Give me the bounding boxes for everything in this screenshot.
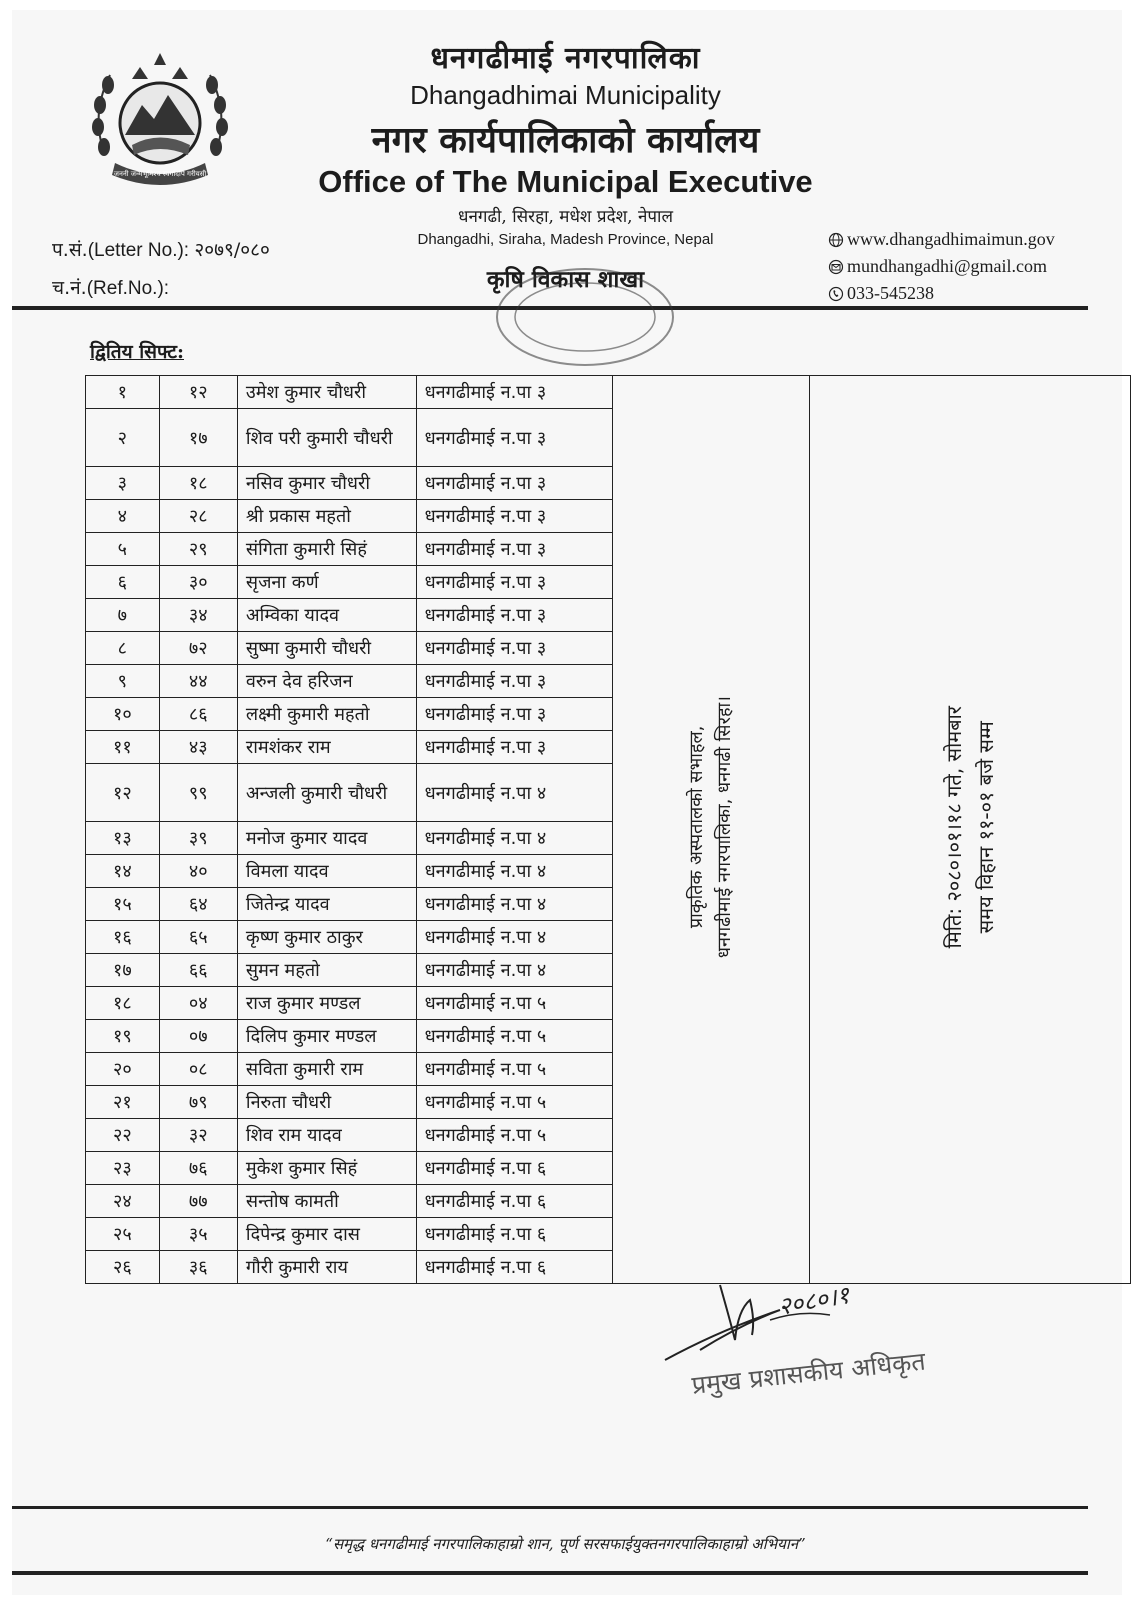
- roll-number-cell: १८: [159, 467, 237, 500]
- serial-number-cell: ५: [86, 533, 160, 566]
- reference-number: [52, 274, 169, 300]
- participant-name-cell: संगिता कुमारी सिहं: [237, 533, 416, 566]
- office-name-english: Office of The Municipal Executive: [318, 164, 813, 199]
- participant-name-cell: शिव राम यादव: [237, 1119, 416, 1152]
- participant-name-cell: राज कुमार मण्डल: [237, 987, 416, 1020]
- participant-address-cell: धनगढीमाई न.पा ३: [416, 533, 612, 566]
- org-name-nepali: धनगढीमाई नगरपालिका: [430, 41, 701, 76]
- serial-number-cell: २०: [86, 1053, 160, 1086]
- serial-number-cell: १९: [86, 1020, 160, 1053]
- participant-name-cell: मुकेश कुमार सिहं: [237, 1152, 416, 1185]
- roll-number-cell: ३६: [159, 1251, 237, 1284]
- schedule-cell: [809, 376, 1130, 1284]
- participant-name-cell: सृजना कर्ण: [237, 566, 416, 599]
- phone-icon: [828, 286, 844, 302]
- svg-text:जननी जन्मभूमिश्च स्वर्गादपि गर: जननी जन्मभूमिश्च स्वर्गादपि गरीयसी: [113, 170, 207, 178]
- participant-name-cell: दिपेन्द्र कुमार दास: [237, 1218, 416, 1251]
- roll-number-cell: ४०: [159, 855, 237, 888]
- participant-name-cell: सविता कुमारी राम: [237, 1053, 416, 1086]
- participant-name-cell: निरुता चौधरी: [237, 1086, 416, 1119]
- roll-number-cell: ३२: [159, 1119, 237, 1152]
- participant-address-cell: धनगढीमाई न.पा ३: [416, 500, 612, 533]
- table-row: [86, 376, 1131, 409]
- participant-address-cell: धनगढीमाई न.पा ५: [416, 987, 612, 1020]
- participant-name-cell: कृष्ण कुमार ठाकुर: [237, 921, 416, 954]
- participant-name-cell: श्री प्रकास महतो: [237, 500, 416, 533]
- roll-number-cell: २९: [159, 533, 237, 566]
- participant-address-cell: धनगढीमाई न.पा ३: [416, 731, 612, 764]
- venue-line-1: प्राकृतिक अस्पतालको सभाहल,: [685, 725, 707, 929]
- roll-number-cell: २८: [159, 500, 237, 533]
- roll-number-cell: ७६: [159, 1152, 237, 1185]
- serial-number-cell: १५: [86, 888, 160, 921]
- participant-name-cell: वरुन देव हरिजन: [237, 665, 416, 698]
- participant-name-cell: रामशंकर राम: [237, 731, 416, 764]
- participant-table: [85, 375, 1131, 1284]
- reference-number-label-en: (Ref.No.):: [86, 278, 170, 299]
- serial-number-cell: ७: [86, 599, 160, 632]
- participant-address-cell: धनगढीमाई न.पा ५: [416, 1119, 612, 1152]
- participant-address-cell: धनगढीमाई न.पा ३: [416, 467, 612, 500]
- roll-number-cell: ६५: [159, 921, 237, 954]
- footer-divider-top: [12, 1506, 1088, 1509]
- letter-number-label-np: प.सं.: [52, 239, 88, 261]
- participant-address-cell: धनगढीमाई न.पा ३: [416, 698, 612, 731]
- svg-text:२०८०।१: २०८०।१: [776, 1280, 852, 1321]
- venue-text: [683, 696, 739, 958]
- participant-address-cell: धनगढीमाई न.पा ४: [416, 855, 612, 888]
- participant-address-cell: धनगढीमाई न.पा ४: [416, 888, 612, 921]
- serial-number-cell: १२: [86, 764, 160, 822]
- participant-name-cell: शिव परी कुमारी चौधरी: [237, 409, 416, 467]
- roll-number-cell: १७: [159, 409, 237, 467]
- website-row: [828, 226, 1055, 253]
- roll-number-cell: ०७: [159, 1020, 237, 1053]
- phone-row: [828, 280, 1055, 307]
- address-nepali: धनगढी, सिरहा, मधेश प्रदेश, नेपाल: [457, 207, 673, 227]
- serial-number-cell: १: [86, 376, 160, 409]
- serial-number-cell: १४: [86, 855, 160, 888]
- participant-name-cell: लक्ष्मी कुमारी महतो: [237, 698, 416, 731]
- participant-address-cell: धनगढीमाई न.पा ५: [416, 1086, 612, 1119]
- roll-number-cell: ०४: [159, 987, 237, 1020]
- roll-number-cell: ३९: [159, 822, 237, 855]
- serial-number-cell: १३: [86, 822, 160, 855]
- participant-address-cell: धनगढीमाई न.पा ६: [416, 1185, 612, 1218]
- website-link[interactable]: www.dhangadhimaimun.gov: [847, 229, 1055, 249]
- roll-number-cell: ७२: [159, 632, 237, 665]
- address-english: Dhangadhi, Siraha, Madesh Province, Nepal: [417, 231, 714, 248]
- participant-address-cell: धनगढीमाई न.पा ६: [416, 1152, 612, 1185]
- participant-address-cell: धनगढीमाई न.पा ६: [416, 1251, 612, 1284]
- venue-line-2: धनगढीमाई नगरपालिका, धनगढी सिरहा।: [713, 695, 735, 959]
- letter-number-label-en: (Letter No.):: [87, 240, 195, 261]
- participant-address-cell: धनगढीमाई न.पा ५: [416, 1053, 612, 1086]
- office-stamp: [490, 262, 680, 372]
- participant-address-cell: धनगढीमाई न.पा ४: [416, 764, 612, 822]
- roll-number-cell: ६६: [159, 954, 237, 987]
- reference-number-label-np: च.नं.: [52, 277, 87, 299]
- serial-number-cell: २: [86, 409, 160, 467]
- participant-address-cell: धनगढीमाई न.पा ४: [416, 822, 612, 855]
- serial-number-cell: २४: [86, 1185, 160, 1218]
- venue-cell: [612, 376, 809, 1284]
- roll-number-cell: ७९: [159, 1086, 237, 1119]
- schedule-text: [938, 706, 1002, 948]
- participant-name-cell: विमला यादव: [237, 855, 416, 888]
- letter-number: [52, 236, 270, 262]
- roll-number-cell: ८६: [159, 698, 237, 731]
- serial-number-cell: ३: [86, 467, 160, 500]
- org-name-english: Dhangadhimai Municipality: [410, 80, 721, 110]
- signatory-title: प्रमुख प्रशासकीय अधिकृत: [690, 1346, 927, 1400]
- email-row: [828, 253, 1055, 280]
- roll-number-cell: ४४: [159, 665, 237, 698]
- serial-number-cell: १०: [86, 698, 160, 731]
- serial-number-cell: ११: [86, 731, 160, 764]
- footer-motto: “समृद्ध धनगढीमाई नगरपालिकाहाम्रो शान, पूर्ण सरसफाईयुक्तनगरपालिकाहाम्रो अभियान”: [325, 1535, 806, 1553]
- phone-number: 033-545238: [847, 283, 934, 303]
- participant-name-cell: सुष्मा कुमारी चौधरी: [237, 632, 416, 665]
- participant-name-cell: अम्विका यादव: [237, 599, 416, 632]
- participant-address-cell: धनगढीमाई न.पा ३: [416, 409, 612, 467]
- serial-number-cell: २३: [86, 1152, 160, 1185]
- section-title: द्वितिय सिफ्ट:: [90, 341, 184, 363]
- roll-number-cell: ६४: [159, 888, 237, 921]
- serial-number-cell: ९: [86, 665, 160, 698]
- roll-number-cell: ३०: [159, 566, 237, 599]
- letter-number-value: २०७९/०८०: [194, 239, 270, 261]
- participant-address-cell: धनगढीमाई न.पा ४: [416, 954, 612, 987]
- serial-number-cell: २६: [86, 1251, 160, 1284]
- schedule-date: मिति: २०८०।०१।१८ गते, सोमबार: [941, 705, 966, 949]
- participant-name-cell: मनोज कुमार यादव: [237, 822, 416, 855]
- roll-number-cell: ०८: [159, 1053, 237, 1086]
- participant-address-cell: धनगढीमाई न.पा ३: [416, 376, 612, 409]
- participant-name-cell: नसिव कुमार चौधरी: [237, 467, 416, 500]
- serial-number-cell: २५: [86, 1218, 160, 1251]
- serial-number-cell: १६: [86, 921, 160, 954]
- participant-address-cell: धनगढीमाई न.पा ३: [416, 599, 612, 632]
- roll-number-cell: १२: [159, 376, 237, 409]
- participant-name-cell: गौरी कुमारी राय: [237, 1251, 416, 1284]
- participant-table-body: [86, 376, 1131, 1284]
- serial-number-cell: २२: [86, 1119, 160, 1152]
- serial-number-cell: १७: [86, 954, 160, 987]
- schedule-time: समय विहान ११-०१ बजे सम्म: [973, 720, 998, 934]
- participant-name-cell: अन्जली कुमारी चौधरी: [237, 764, 416, 822]
- contact-block: [828, 226, 1055, 307]
- globe-icon: [828, 232, 844, 248]
- participant-name-cell: जितेन्द्र यादव: [237, 888, 416, 921]
- participant-name-cell: सुमन महतो: [237, 954, 416, 987]
- footer-divider-bottom: [12, 1571, 1088, 1575]
- office-name-nepali: नगर कार्यपालिकाको कार्यालय: [371, 119, 760, 161]
- participant-name-cell: सन्तोष कामती: [237, 1185, 416, 1218]
- serial-number-cell: ८: [86, 632, 160, 665]
- serial-number-cell: ४: [86, 500, 160, 533]
- mail-icon: [828, 259, 844, 275]
- roll-number-cell: ७७: [159, 1185, 237, 1218]
- serial-number-cell: १८: [86, 987, 160, 1020]
- participant-name-cell: उमेश कुमार चौधरी: [237, 376, 416, 409]
- serial-number-cell: ६: [86, 566, 160, 599]
- roll-number-cell: ३४: [159, 599, 237, 632]
- participant-address-cell: धनगढीमाई न.पा ३: [416, 632, 612, 665]
- participant-address-cell: धनगढीमाई न.पा ५: [416, 1020, 612, 1053]
- participant-name-cell: दिलिप कुमार मण्डल: [237, 1020, 416, 1053]
- participant-address-cell: धनगढीमाई न.पा ३: [416, 665, 612, 698]
- roll-number-cell: ४३: [159, 731, 237, 764]
- participant-address-cell: धनगढीमाई न.पा ३: [416, 566, 612, 599]
- participant-address-cell: धनगढीमाई न.पा ४: [416, 921, 612, 954]
- branch-name: कृषि विकास शाखा: [486, 266, 645, 293]
- roll-number-cell: ९९: [159, 764, 237, 822]
- email-link[interactable]: mundhangadhi@gmail.com: [847, 256, 1048, 276]
- serial-number-cell: २१: [86, 1086, 160, 1119]
- participant-address-cell: धनगढीमाई न.पा ६: [416, 1218, 612, 1251]
- roll-number-cell: ३५: [159, 1218, 237, 1251]
